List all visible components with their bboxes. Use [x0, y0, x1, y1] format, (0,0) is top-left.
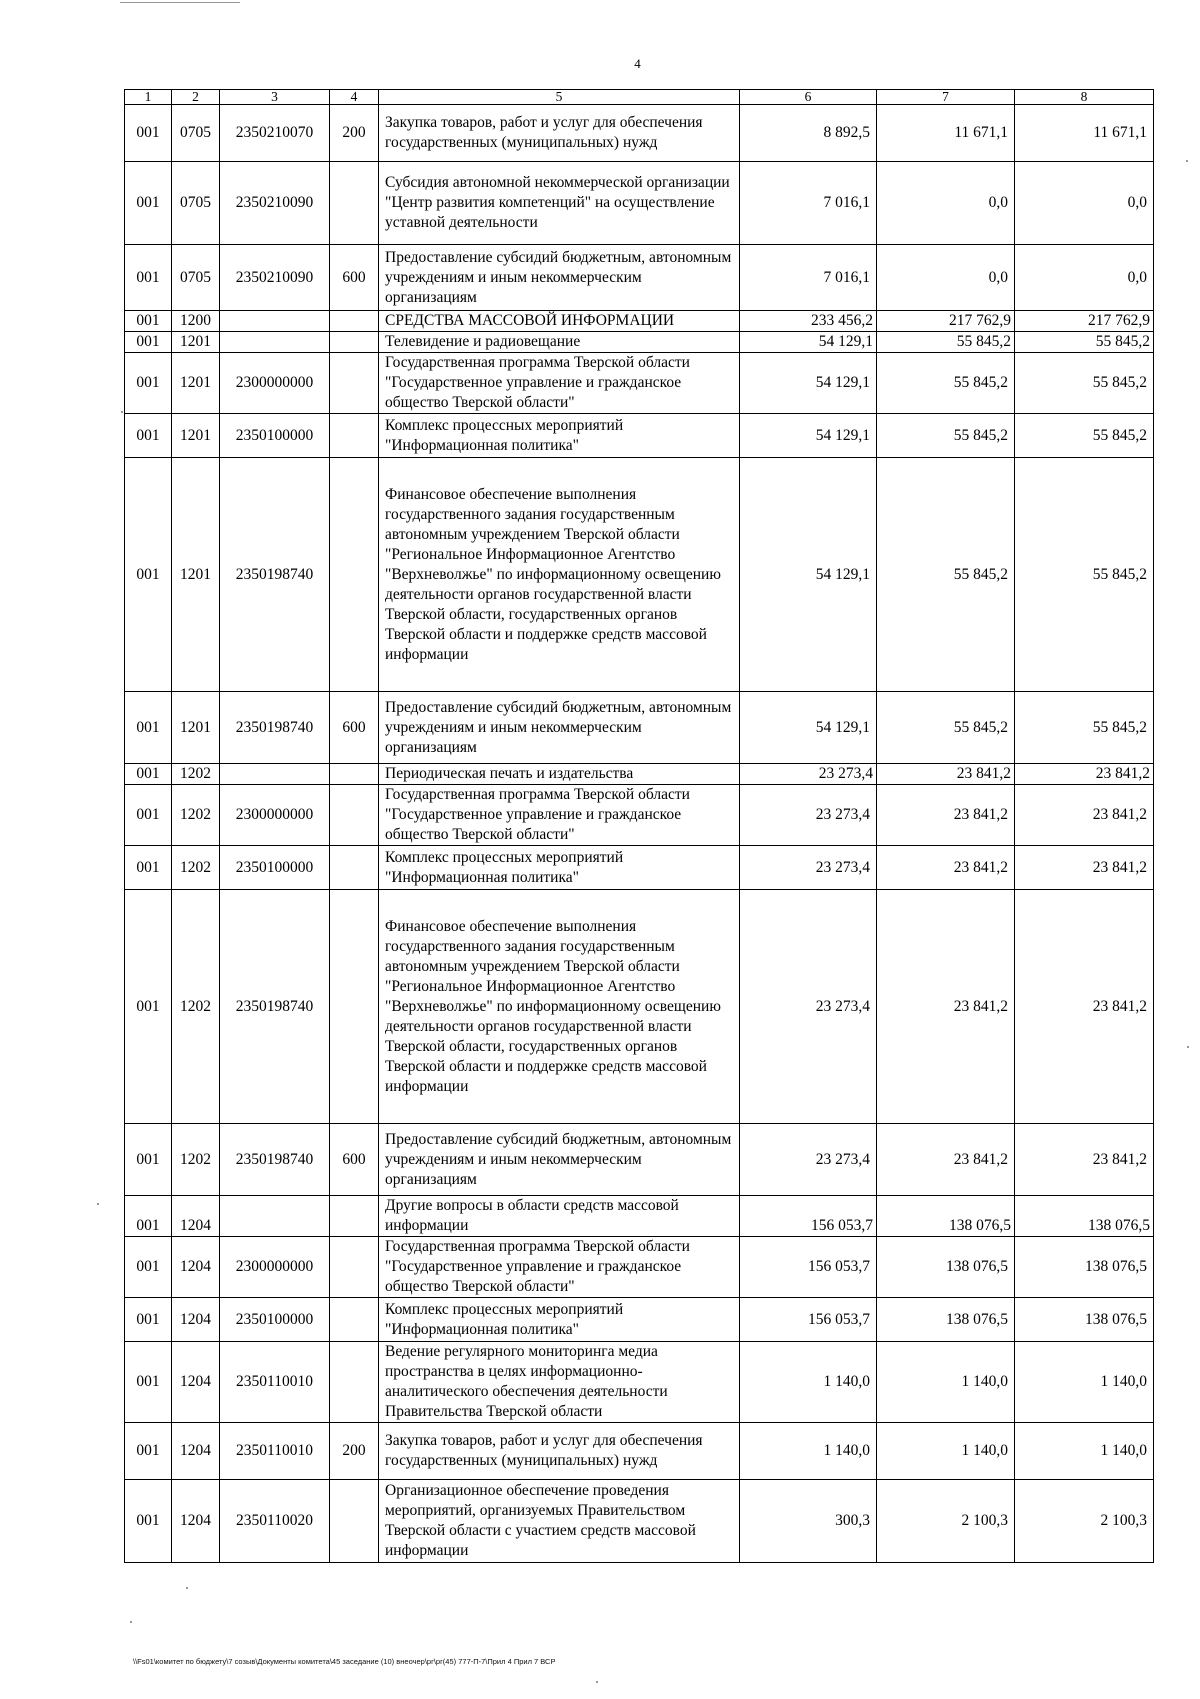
amount-col6-cell: 23 273,4 — [740, 1124, 877, 1196]
description-cell: Субсидия автономной некоммерческой организации "Центр развития компетенций" на осуществление уставной деятельности — [379, 162, 740, 245]
amount-col6-cell: 1 140,0 — [740, 1342, 877, 1423]
expense-type-cell: 600 — [330, 1124, 379, 1196]
amount-col8-cell: 11 671,1 — [1015, 105, 1154, 162]
amount-col7-cell: 55 845,2 — [877, 458, 1015, 692]
section-code-cell: 0705 — [172, 162, 220, 245]
expense-type-cell: 600 — [330, 692, 379, 764]
expense-type-cell: 600 — [330, 245, 379, 311]
target-code-cell: 2350210090 — [220, 245, 330, 311]
amount-col7-cell: 0,0 — [877, 245, 1015, 311]
budget-table — [124, 89, 1154, 1563]
expense-type-cell — [330, 353, 379, 414]
section-code-cell: 1204 — [172, 1196, 220, 1237]
description-cell: Закупка товаров, работ и услуг для обеспечения государственных (муниципальных) нужд — [379, 1423, 740, 1480]
amount-col7-cell: 55 845,2 — [877, 414, 1015, 458]
target-code-cell — [220, 1196, 330, 1237]
target-code-cell: 2350110010 — [220, 1423, 330, 1480]
table-row — [125, 414, 1154, 458]
code-cell: 001 — [125, 1124, 172, 1196]
code-cell: 001 — [125, 785, 172, 846]
code-cell: 001 — [125, 1423, 172, 1480]
scan-speck — [130, 1621, 132, 1623]
description-cell: Комплекс процессных мероприятий "Информационная политика" — [379, 846, 740, 890]
section-code-cell: 1202 — [172, 890, 220, 1124]
table-row — [125, 311, 1154, 332]
amount-col7-cell: 55 845,2 — [877, 353, 1015, 414]
code-cell: 001 — [125, 245, 172, 311]
target-code-cell: 2350198740 — [220, 692, 330, 764]
column-number-row — [125, 90, 1154, 105]
description-cell: СРЕДСТВА МАССОВОЙ ИНФОРМАЦИИ — [379, 311, 740, 332]
target-code-cell: 2300000000 — [220, 1237, 330, 1298]
amount-col6-cell: 8 892,5 — [740, 105, 877, 162]
column-header: 2 — [172, 90, 220, 105]
section-code-cell: 1201 — [172, 692, 220, 764]
expense-type-cell — [330, 1480, 379, 1563]
amount-col6-cell: 54 129,1 — [740, 332, 877, 353]
amount-col8-cell: 55 845,2 — [1015, 353, 1154, 414]
amount-col6-cell: 156 053,7 — [740, 1237, 877, 1298]
section-code-cell: 1202 — [172, 764, 220, 785]
amount-col7-cell: 55 845,2 — [877, 332, 1015, 353]
column-header: 7 — [877, 90, 1015, 105]
target-code-cell: 2350198740 — [220, 1124, 330, 1196]
code-cell: 001 — [125, 311, 172, 332]
expense-type-cell — [330, 890, 379, 1124]
expense-type-cell — [330, 785, 379, 846]
amount-col7-cell: 138 076,5 — [877, 1237, 1015, 1298]
description-cell: Комплекс процессных мероприятий "Информационная политика" — [379, 1298, 740, 1342]
amount-col8-cell: 0,0 — [1015, 162, 1154, 245]
section-code-cell: 1202 — [172, 846, 220, 890]
amount-col7-cell: 23 841,2 — [877, 1124, 1015, 1196]
section-code-cell: 1201 — [172, 414, 220, 458]
amount-col7-cell: 55 845,2 — [877, 692, 1015, 764]
amount-col7-cell: 23 841,2 — [877, 846, 1015, 890]
table-row — [125, 1342, 1154, 1423]
target-code-cell: 2300000000 — [220, 785, 330, 846]
table-row — [125, 764, 1154, 785]
expense-type-cell — [330, 846, 379, 890]
amount-col7-cell: 11 671,1 — [877, 105, 1015, 162]
target-code-cell — [220, 764, 330, 785]
code-cell: 001 — [125, 692, 172, 764]
amount-col6-cell: 54 129,1 — [740, 414, 877, 458]
code-cell: 001 — [125, 458, 172, 692]
footer-file-path: \\Fs01\комитет по бюджету\7 созыв\Документы комитета\45 заседание (10) внеочер\рг\рг(45) 777-П-7\Прил 4 Прил 7 ВСР — [133, 1657, 556, 1666]
code-cell: 001 — [125, 332, 172, 353]
description-cell: Организационное обеспечение проведения мероприятий, организуемых Правительством Тверской области с участием средств массовой информации — [379, 1480, 740, 1563]
target-code-cell: 2350110010 — [220, 1342, 330, 1423]
table-row — [125, 162, 1154, 245]
description-cell: Финансовое обеспечение выполнения государственного задания государственным автономным учреждением Тверской области "Региональное Информационное Агентство "Верхневолжье" по информационному освещению деятельности органов государственной власти Тверской области, государственных органов Тверской области и поддержке средств массовой информации — [379, 458, 740, 692]
scan-speck — [1187, 1046, 1189, 1048]
description-cell: Финансовое обеспечение выполнения государственного задания государственным автономным учреждением Тверской области "Региональное Информационное Агентство "Верхневолжье" по информационному освещению деятельности органов государственной власти Тверской области, государственных органов Тверской области и поддержке средств массовой информации — [379, 890, 740, 1124]
description-cell: Периодическая печать и издательства — [379, 764, 740, 785]
table-row — [125, 890, 1154, 1124]
amount-col8-cell: 23 841,2 — [1015, 764, 1154, 785]
column-header: 3 — [220, 90, 330, 105]
amount-col7-cell: 1 140,0 — [877, 1423, 1015, 1480]
description-cell: Телевидение и радиовещание — [379, 332, 740, 353]
table-row — [125, 1298, 1154, 1342]
section-code-cell: 1201 — [172, 332, 220, 353]
description-cell: Другие вопросы в области средств массовой информации — [379, 1196, 740, 1237]
column-header: 4 — [330, 90, 379, 105]
amount-col6-cell: 23 273,4 — [740, 785, 877, 846]
target-code-cell: 2350110020 — [220, 1480, 330, 1563]
table-row — [125, 1196, 1154, 1237]
amount-col6-cell: 7 016,1 — [740, 245, 877, 311]
amount-col8-cell: 138 076,5 — [1015, 1237, 1154, 1298]
amount-col8-cell: 217 762,9 — [1015, 311, 1154, 332]
code-cell: 001 — [125, 764, 172, 785]
amount-col8-cell: 1 140,0 — [1015, 1423, 1154, 1480]
section-code-cell: 0705 — [172, 105, 220, 162]
code-cell: 001 — [125, 353, 172, 414]
amount-col6-cell: 54 129,1 — [740, 692, 877, 764]
description-cell: Предоставление субсидий бюджетным, автономным учреждениям и иным некоммерческим организациям — [379, 1124, 740, 1196]
table-row — [125, 332, 1154, 353]
amount-col8-cell: 138 076,5 — [1015, 1298, 1154, 1342]
section-code-cell: 1201 — [172, 458, 220, 692]
target-code-cell: 2350100000 — [220, 1298, 330, 1342]
table-row — [125, 1423, 1154, 1480]
amount-col8-cell: 55 845,2 — [1015, 692, 1154, 764]
expense-type-cell — [330, 162, 379, 245]
scan-top-rule — [120, 2, 240, 3]
table-row — [125, 785, 1154, 846]
amount-col7-cell: 23 841,2 — [877, 764, 1015, 785]
amount-col6-cell: 300,3 — [740, 1480, 877, 1563]
description-cell: Государственная программа Тверской области "Государственное управление и гражданское общество Тверской области" — [379, 353, 740, 414]
amount-col7-cell: 138 076,5 — [877, 1298, 1015, 1342]
scan-speck — [596, 1681, 598, 1683]
code-cell: 001 — [125, 1196, 172, 1237]
amount-col8-cell: 23 841,2 — [1015, 1124, 1154, 1196]
amount-col8-cell: 55 845,2 — [1015, 458, 1154, 692]
amount-col6-cell: 156 053,7 — [740, 1196, 877, 1237]
target-code-cell: 2350210090 — [220, 162, 330, 245]
code-cell: 001 — [125, 1480, 172, 1563]
table-row — [125, 353, 1154, 414]
section-code-cell: 1204 — [172, 1342, 220, 1423]
amount-col8-cell: 0,0 — [1015, 245, 1154, 311]
page-number: 4 — [634, 56, 641, 71]
amount-col8-cell: 23 841,2 — [1015, 785, 1154, 846]
amount-col7-cell: 217 762,9 — [877, 311, 1015, 332]
description-cell: Предоставление субсидий бюджетным, автономным учреждениям и иным некоммерческим организациям — [379, 692, 740, 764]
target-code-cell: 2350210070 — [220, 105, 330, 162]
expense-type-cell — [330, 414, 379, 458]
description-cell: Предоставление субсидий бюджетным, автономным учреждениям и иным некоммерческим организациям — [379, 245, 740, 311]
amount-col8-cell: 138 076,5 — [1015, 1196, 1154, 1237]
description-cell: Государственная программа Тверской области "Государственное управление и гражданское общество Тверской области" — [379, 785, 740, 846]
scan-speck — [1186, 160, 1188, 162]
amount-col6-cell: 7 016,1 — [740, 162, 877, 245]
scan-speck — [121, 411, 123, 413]
code-cell: 001 — [125, 846, 172, 890]
amount-col8-cell: 23 841,2 — [1015, 846, 1154, 890]
amount-col6-cell: 23 273,4 — [740, 890, 877, 1124]
expense-type-cell — [330, 1196, 379, 1237]
amount-col7-cell: 138 076,5 — [877, 1196, 1015, 1237]
code-cell: 001 — [125, 414, 172, 458]
amount-col6-cell: 54 129,1 — [740, 458, 877, 692]
amount-col6-cell: 233 456,2 — [740, 311, 877, 332]
code-cell: 001 — [125, 890, 172, 1124]
amount-col8-cell: 2 100,3 — [1015, 1480, 1154, 1563]
table-row — [125, 1480, 1154, 1563]
amount-col7-cell: 0,0 — [877, 162, 1015, 245]
code-cell: 001 — [125, 1342, 172, 1423]
table-row — [125, 1124, 1154, 1196]
section-code-cell: 1202 — [172, 785, 220, 846]
section-code-cell: 1204 — [172, 1298, 220, 1342]
amount-col7-cell: 23 841,2 — [877, 890, 1015, 1124]
section-code-cell: 1202 — [172, 1124, 220, 1196]
expense-type-cell — [330, 1237, 379, 1298]
table-row — [125, 105, 1154, 162]
amount-col7-cell: 23 841,2 — [877, 785, 1015, 846]
target-code-cell: 2300000000 — [220, 353, 330, 414]
target-code-cell: 2350100000 — [220, 846, 330, 890]
table-row — [125, 245, 1154, 311]
expense-type-cell — [330, 1342, 379, 1423]
column-header: 8 — [1015, 90, 1154, 105]
amount-col8-cell: 23 841,2 — [1015, 890, 1154, 1124]
amount-col7-cell: 1 140,0 — [877, 1342, 1015, 1423]
description-cell: Ведение регулярного мониторинга медиа пространства в целях информационно-аналитического обеспечения деятельности Правительства Тверской области — [379, 1342, 740, 1423]
amount-col6-cell: 156 053,7 — [740, 1298, 877, 1342]
amount-col6-cell: 54 129,1 — [740, 353, 877, 414]
target-code-cell — [220, 332, 330, 353]
column-header: 5 — [379, 90, 740, 105]
amount-col8-cell: 55 845,2 — [1015, 414, 1154, 458]
expense-type-cell: 200 — [330, 105, 379, 162]
table-row — [125, 458, 1154, 692]
target-code-cell: 2350198740 — [220, 458, 330, 692]
column-header: 1 — [125, 90, 172, 105]
section-code-cell: 1201 — [172, 353, 220, 414]
table-row — [125, 846, 1154, 890]
description-cell: Закупка товаров, работ и услуг для обеспечения государственных (муниципальных) нужд — [379, 105, 740, 162]
amount-col6-cell: 1 140,0 — [740, 1423, 877, 1480]
amount-col7-cell: 2 100,3 — [877, 1480, 1015, 1563]
table-row — [125, 1237, 1154, 1298]
scan-speck — [186, 1587, 188, 1589]
expense-type-cell — [330, 1298, 379, 1342]
description-cell: Государственная программа Тверской области "Государственное управление и гражданское общество Тверской области" — [379, 1237, 740, 1298]
scan-speck — [97, 1203, 99, 1205]
target-code-cell: 2350100000 — [220, 414, 330, 458]
section-code-cell: 1204 — [172, 1423, 220, 1480]
code-cell: 001 — [125, 105, 172, 162]
code-cell: 001 — [125, 162, 172, 245]
section-code-cell: 0705 — [172, 245, 220, 311]
expense-type-cell — [330, 458, 379, 692]
expense-type-cell — [330, 764, 379, 785]
expense-type-cell: 200 — [330, 1423, 379, 1480]
amount-col8-cell: 1 140,0 — [1015, 1342, 1154, 1423]
section-code-cell: 1200 — [172, 311, 220, 332]
amount-col6-cell: 23 273,4 — [740, 846, 877, 890]
amount-col6-cell: 23 273,4 — [740, 764, 877, 785]
code-cell: 001 — [125, 1237, 172, 1298]
code-cell: 001 — [125, 1298, 172, 1342]
target-code-cell: 2350198740 — [220, 890, 330, 1124]
table-body — [125, 105, 1154, 1563]
table-row — [125, 692, 1154, 764]
section-code-cell: 1204 — [172, 1237, 220, 1298]
target-code-cell — [220, 311, 330, 332]
column-header: 6 — [740, 90, 877, 105]
section-code-cell: 1204 — [172, 1480, 220, 1563]
expense-type-cell — [330, 311, 379, 332]
amount-col8-cell: 55 845,2 — [1015, 332, 1154, 353]
description-cell: Комплекс процессных мероприятий "Информационная политика" — [379, 414, 740, 458]
expense-type-cell — [330, 332, 379, 353]
